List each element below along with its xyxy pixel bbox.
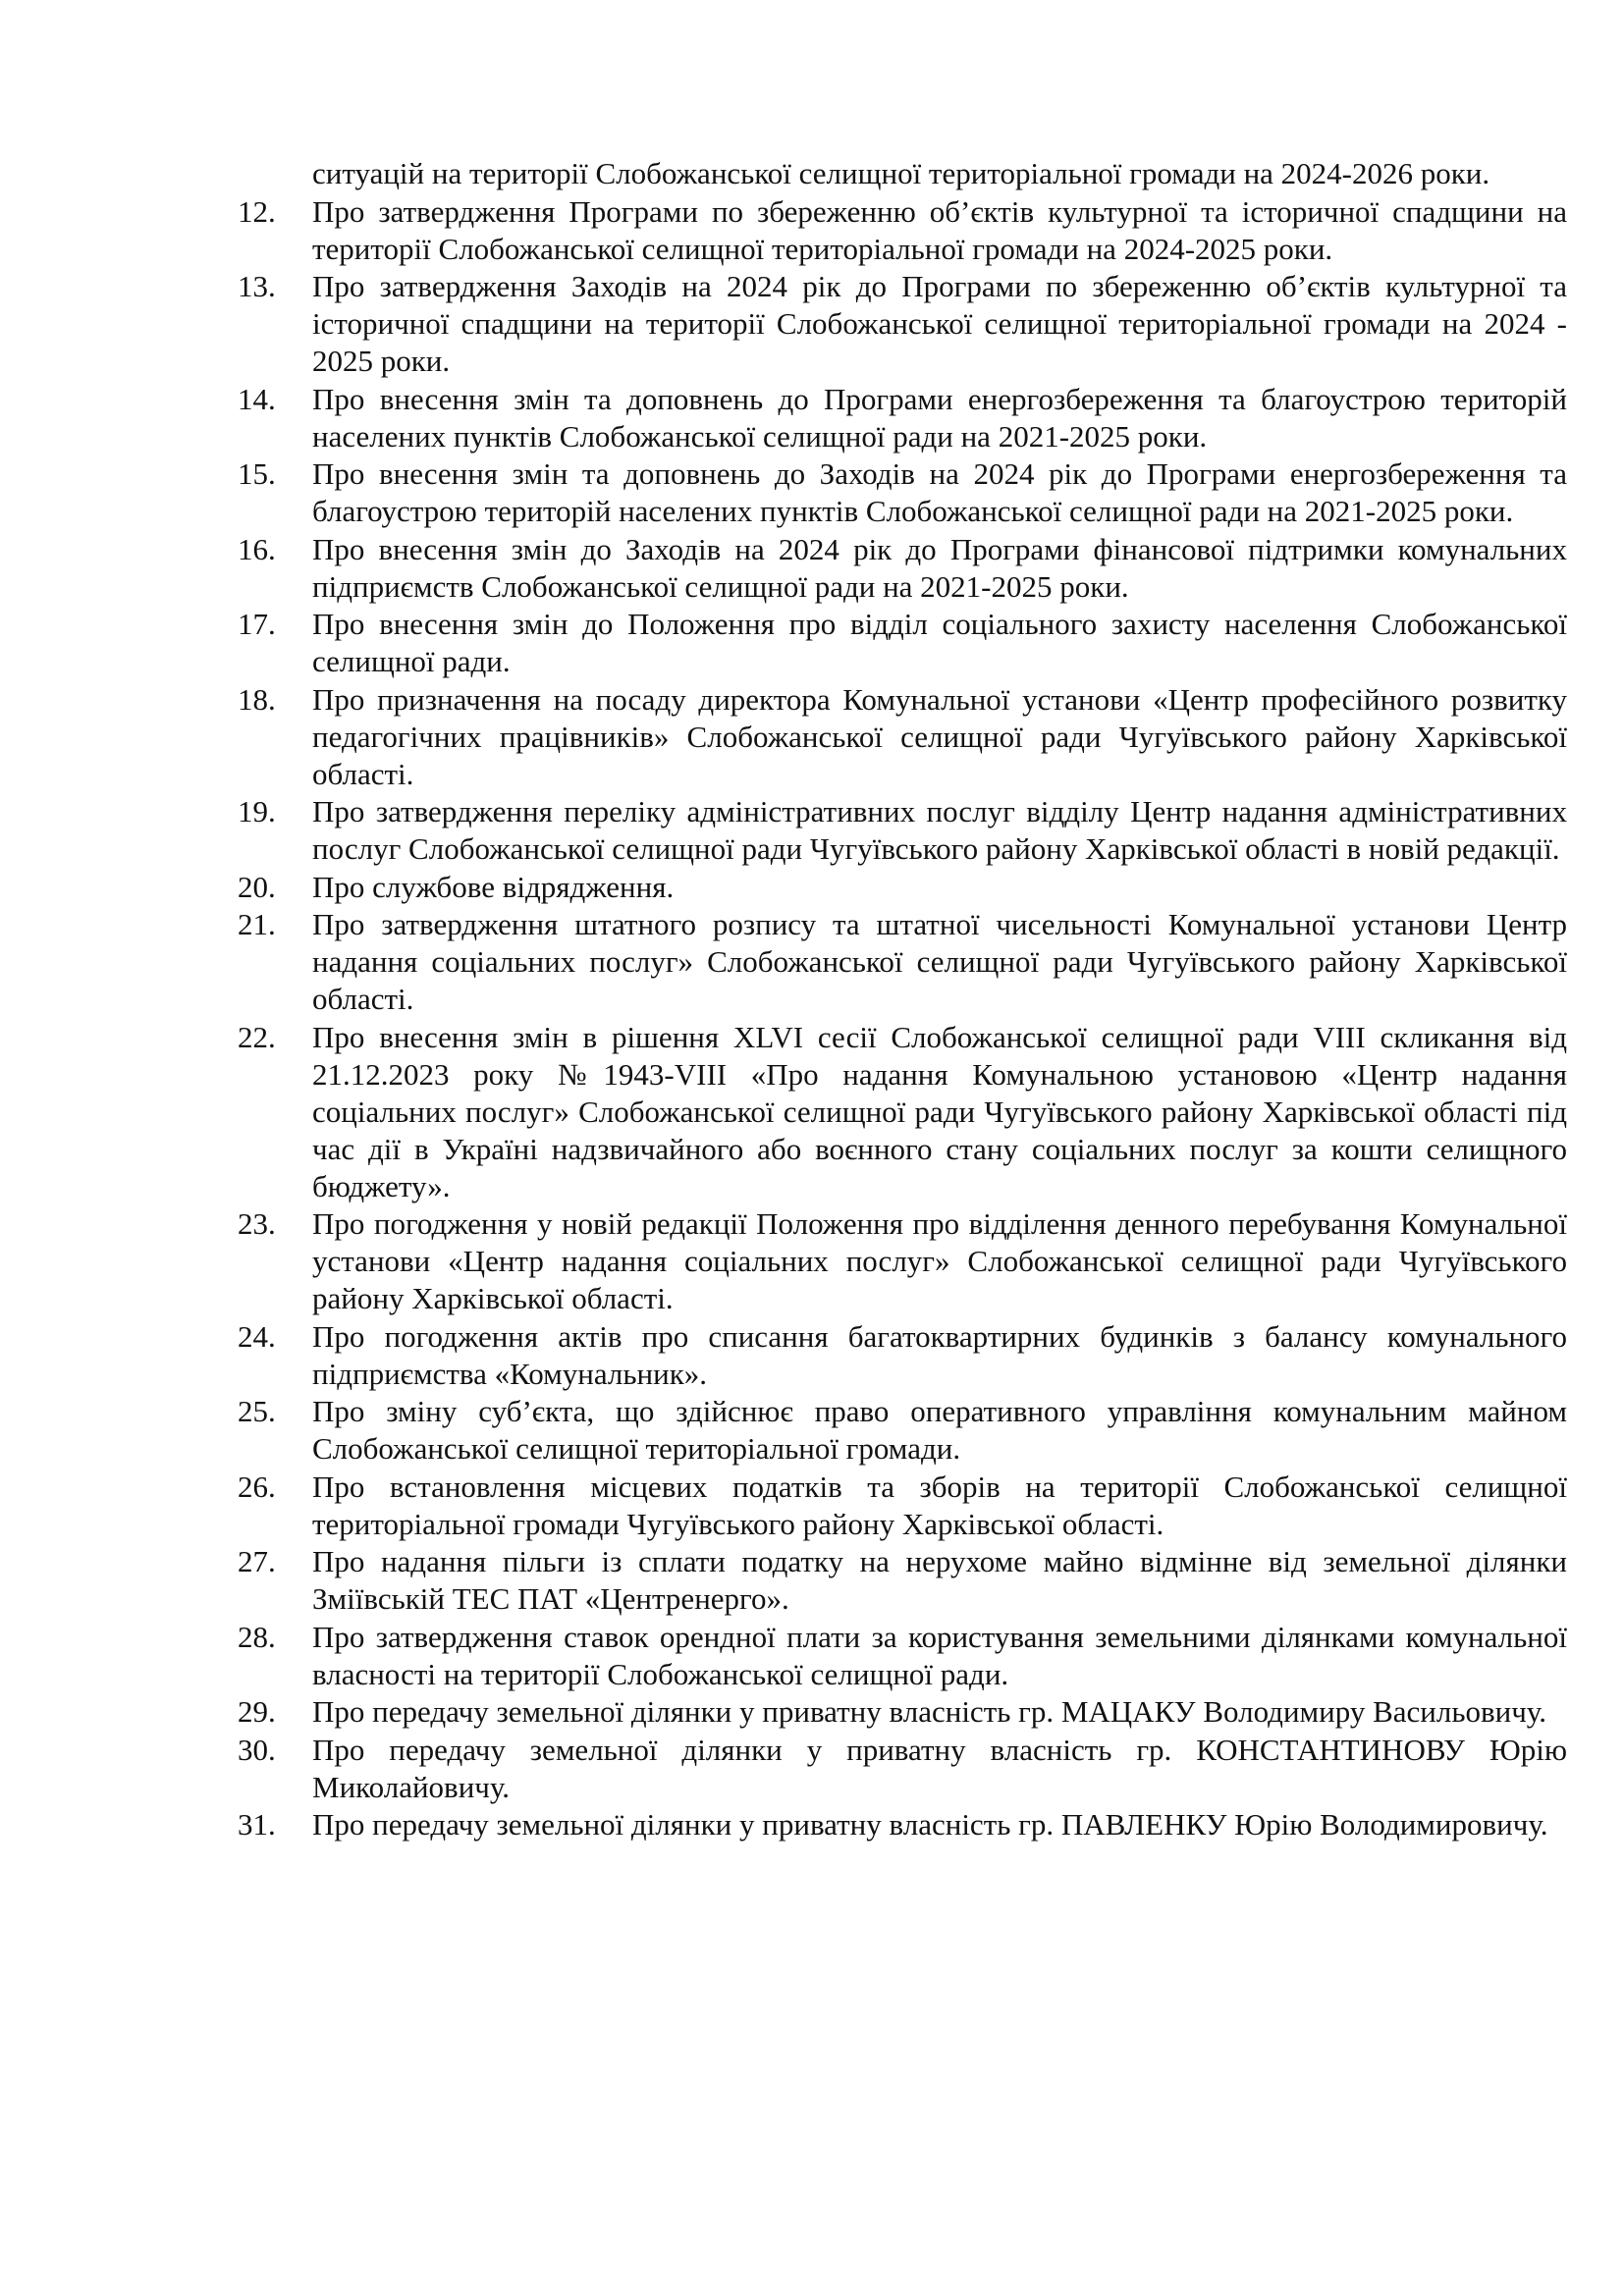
agenda-item-text: Про надання пільги із сплати податку на нерухоме майно відмінне від земельної ділянки Зміївській ТЕС ПАТ «Центренерго». bbox=[312, 1544, 1567, 1616]
agenda-item-text: Про затвердження ставок орендної плати за користування земельними ділянками комунальної власності на території Слобожанської селищної ради. bbox=[312, 1619, 1567, 1691]
agenda-item-24 bbox=[238, 1318, 1567, 1393]
agenda-item-number: 23. bbox=[238, 1206, 276, 1241]
agenda-item-number: 16. bbox=[238, 531, 276, 566]
agenda-item-text: Про призначення на посаду директора Комунальної установи «Центр професійного розвитку педагогічних працівників» Слобожанської селищної ради Чугуївського району Харківської області. bbox=[312, 681, 1567, 791]
agenda-item-number: 28. bbox=[238, 1619, 276, 1654]
agenda-item-text: Про затвердження переліку адміністративних послуг відділу Центр надання адміністративних послуг Слобожанської селищної ради Чугуївського району Харківської області в новій редакції. bbox=[312, 794, 1567, 866]
agenda-item-number: 17. bbox=[238, 607, 276, 641]
agenda-item-number: 20. bbox=[238, 869, 276, 904]
agenda-item-text: ситуацій на території Слобожанської селищної територіальної громади на 2024-2026 роки. bbox=[312, 156, 1490, 190]
agenda-item-20 bbox=[238, 869, 1567, 906]
agenda-item-text: Про внесення змін та доповнень до Програми енергозбереження та благоустрою територій населених пунктів Слобожанської селищної ради на 2021-2025 роки. bbox=[312, 381, 1567, 454]
agenda-item-21 bbox=[238, 906, 1567, 1018]
agenda-item-28 bbox=[238, 1619, 1567, 1693]
agenda-item-31 bbox=[238, 1806, 1567, 1843]
agenda-item-22 bbox=[238, 1019, 1567, 1205]
agenda-item-number: 31. bbox=[238, 1807, 276, 1842]
agenda-item-29 bbox=[238, 1693, 1567, 1731]
agenda-item-30 bbox=[238, 1732, 1567, 1806]
agenda-item-27 bbox=[238, 1543, 1567, 1618]
agenda-item-number: 26. bbox=[238, 1468, 276, 1504]
agenda-item-number: 27. bbox=[238, 1544, 276, 1578]
agenda-item-text: Про службове відрядження. bbox=[312, 869, 675, 904]
agenda-item-number: 25. bbox=[238, 1394, 276, 1428]
agenda-list bbox=[238, 155, 1567, 1844]
agenda-item-number: 14. bbox=[238, 381, 276, 416]
agenda-item-text: Про внесення змін в рішення XLVI сесії Слобожанської селищної ради VIII скликання від 21.12.2023 року №1943-VIII «Про надання Комунальною установою «Центр надання соціальних послуг» Слобожанської селищної ради Чугуївського району Харківської області під час дії в Україні надзвичайного або воєнного стану соціальних послуг за кошти селищного бюджету». bbox=[312, 1019, 1567, 1203]
agenda-item-number: 13. bbox=[238, 269, 276, 303]
agenda-item-text: Про встановлення місцевих податків та зборів на території Слобожанської селищної територіальної громади Чугуївського району Харківської області. bbox=[312, 1468, 1567, 1541]
agenda-item-text: Про внесення змін до Положення про відділ соціального захисту населення Слобожанської селищної ради. bbox=[312, 607, 1567, 678]
agenda-item-number: 21. bbox=[238, 907, 276, 941]
agenda-item-text: Про внесення змін до Заходів на 2024 рік до Програми фінансової підтримки комунальних підприємств Слобожанської селищної ради на 2021-2025 роки. bbox=[312, 531, 1567, 604]
agenda-item-19 bbox=[238, 793, 1567, 868]
agenda-item-number: 30. bbox=[238, 1732, 276, 1767]
agenda-item-18 bbox=[238, 681, 1567, 793]
agenda-item-continuation bbox=[238, 155, 1567, 192]
agenda-item-14 bbox=[238, 381, 1567, 455]
agenda-item-number: 15. bbox=[238, 456, 276, 491]
agenda-item-number: 19. bbox=[238, 794, 276, 828]
agenda-item-text: Про погодження у новій редакції Положення про відділення денного перебування Комунальної установи «Центр надання соціальних послуг» Слобожанської селищної ради Чугуївського району Харківської області. bbox=[312, 1206, 1567, 1315]
agenda-item-text: Про затвердження Програми по збереженню об’єктів культурної та історичної спадщини на території Слобожанської селищної територіальної громади на 2024-2025 роки. bbox=[312, 193, 1567, 266]
agenda-item-15 bbox=[238, 455, 1567, 530]
agenda-item-number: 24. bbox=[238, 1318, 276, 1354]
agenda-item-number: 12. bbox=[238, 193, 276, 229]
agenda-item-text: Про передачу земельної ділянки у приватну власність гр. КОНСТАНТИНОВУ Юрію Миколайовичу. bbox=[312, 1732, 1567, 1804]
agenda-item-text: Про передачу земельної ділянки у приватну власність гр. МАЦАКУ Володимиру Васильовичу. bbox=[312, 1694, 1546, 1729]
agenda-item-17 bbox=[238, 606, 1567, 680]
agenda-item-text: Про погодження актів про списання багатоквартирних будинків з балансу комунального підприємства «Комунальник». bbox=[312, 1318, 1567, 1391]
agenda-item-number: 18. bbox=[238, 681, 276, 717]
agenda-item-23 bbox=[238, 1205, 1567, 1317]
agenda-item-number: 29. bbox=[238, 1694, 276, 1729]
agenda-item-text: Про зміну суб’єкта, що здійснює право оперативного управління комунальним майном Слобожанської селищної територіальної громади. bbox=[312, 1394, 1567, 1466]
agenda-item-13 bbox=[238, 268, 1567, 380]
agenda-item-25 bbox=[238, 1393, 1567, 1468]
agenda-item-12 bbox=[238, 193, 1567, 268]
agenda-item-26 bbox=[238, 1468, 1567, 1543]
agenda-item-text: Про внесення змін та доповнень до Заходів на 2024 рік до Програми енергозбереження та благоустрою територій населених пунктів Слобожанської селищної ради на 2021-2025 роки. bbox=[312, 456, 1567, 528]
agenda-item-16 bbox=[238, 531, 1567, 606]
agenda-item-text: Про затвердження штатного розпису та штатної чисельності Комунальної установи Центр надання соціальних послуг» Слобожанської селищної ради Чугуївського району Харківської області. bbox=[312, 907, 1567, 1016]
agenda-item-text: Про затвердження Заходів на 2024 рік до Програми по збереженню об’єктів культурної та історичної спадщини на території Слобожанської селищної територіальної громади на 2024 - 2025 роки. bbox=[312, 269, 1567, 378]
agenda-item-number: 22. bbox=[238, 1019, 276, 1054]
agenda-item-text: Про передачу земельної ділянки у приватну власність гр. ПАВЛЕНКУ Юрію Володимировичу. bbox=[312, 1807, 1548, 1842]
